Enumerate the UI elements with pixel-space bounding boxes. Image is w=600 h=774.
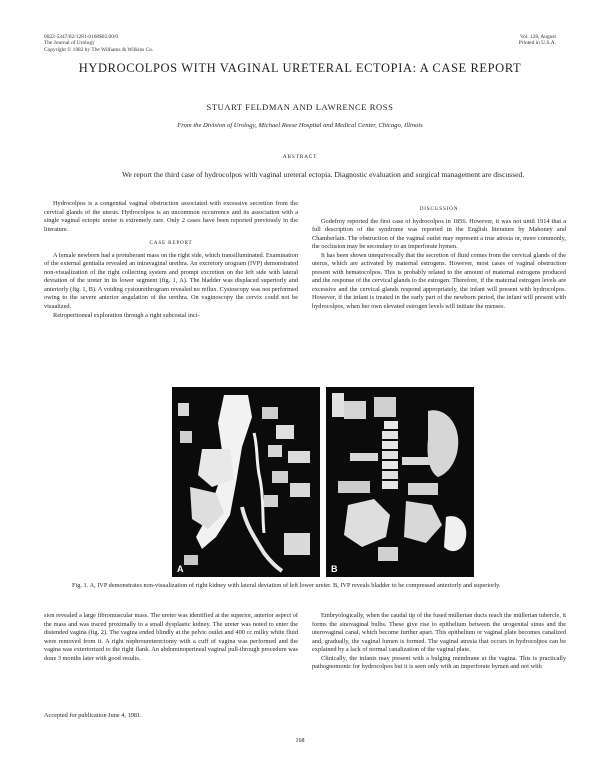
left-column-top (44, 200, 298, 320)
abstract-text: We report the third case of hydrocolpos with vaginal ureteral ectopia. Diagnostic evaluation and surgical management are discussed. (122, 170, 525, 179)
journal-issn: 0022-5347/82/1281-0168$02.00/0 (44, 34, 119, 40)
panel-label-a: A (177, 564, 184, 574)
discussion-paragraph: It has been shown unequivocally that the secretion of fluid comes from the cervical glands of the uterus, which are activated by maternal estrogens. However, most cases of vaginal obstruction present with hematocolpos. This is probably related to the amount of maternal estrogens produced and the response of the cervical glands to the estrogen. Therefore, if the maternal estrogen levels are excessive and the cervical glands respond appropriately, the infant will present with hydrocolpos. However, if the infant is treated in the early part of the newborn period, the infant will present with hydrocolpos, when her own elevated estrogen levels will initiate the menses. (312, 251, 566, 311)
printed-info: Printed in U.S.A. (518, 40, 556, 47)
affiliation: From the Division of Urology, Michael Reese Hospital and Medical Center, Chicago, Illinois (177, 122, 423, 129)
volume-header (519, 34, 556, 47)
case-report-heading: CASE REPORT (149, 240, 193, 247)
case-report-continued: sion revealed a large fibromuscular mass. The ureter was identified at the superior, anterior aspect of the mass and was traced proximally to a small dysplastic kidney. The ureter was noted to enter the distended vagina (fig. 2). The vagina ended blindly at the pelvic outlet and 400 cc milky white fluid were removed from it. A right nephroureterectomy with a cuff of vagina was performed and the vagina was exteriorized to the right flank. An abdominoperineal vaginal pull-through procedure was done 3 months later with good results. (44, 612, 298, 662)
acceptance-note: Accepted for publication June 4, 1981. (44, 712, 142, 719)
intro-paragraph: Hydrocolpos is a congenital vaginal obstruction associated with excessive secretion from the cervical glands of the uterus. Hydrocolpos is an uncommon occurrence and its association with a single vaginal ectopic ureter is extremely rare. Only 2 cases have been reported previously in the literature. (44, 200, 298, 233)
left-column-bottom (44, 612, 298, 663)
xray-image-b (326, 387, 474, 577)
case-report-paragraph: A female newborn had a protuberant mass on the right side, which transilluminated. Examination of the external genitalia revealed an intravaginal urethra. An excretory urogram (IVP) demonstrated non-visualization of the right collecting system and prompt excretion on the left side with lateral deviation of the ureter in its lower segment (fig. 1, A). The bladder was displaced superiorly and anteriorly (fig. 1, B). A voiding cystourethrogram revealed no reflux. Cystoscopy was not performed owing to the severe anterior angulation of the urethra. On vaginoscopy the cervix could not be visualized. (44, 251, 298, 311)
journal-copyright: Copyright © 1982 by The Williams & Wilkins Co. (44, 46, 154, 53)
author-list: STUART FELDMAN AND LAWRENCE ROSS (206, 102, 394, 112)
xray-image-a (172, 387, 320, 577)
paper-title: HYDROCOLPOS WITH VAGINAL URETERAL ECTOPIA: A CASE REPORT (78, 61, 522, 75)
right-column-top (312, 200, 566, 312)
discussion-heading: DISCUSSION (419, 206, 459, 212)
panel-label-b: B (331, 564, 338, 574)
volume-info: Vol. 128, August (519, 34, 556, 40)
xray-panel-a (172, 387, 320, 577)
discussion-paragraph: Godefroy reported the first case of hydrocolpos in 1856. However, it was not until 1914 that a full description of the syndrome was reported in the English literature by Mahoney and Chamberlain. The obstruction of the vaginal outlet may represent a true atresia or, more commonly, the occlusion may be secondary to an imperforate hymen. (312, 217, 566, 251)
case-report-paragraph: Retroperitoneal exploration through a right subcostal inci- (53, 311, 200, 319)
right-column-bottom (312, 612, 566, 672)
journal-header (44, 34, 153, 53)
journal-name: The Journal of Urology (44, 40, 95, 47)
figure-1 (172, 387, 474, 577)
xray-panel-b (326, 387, 474, 577)
clinical-paragraph: Clinically, the infants may present with a bulging membrane at the vagina. This is practically pathognomonic for hydrocolpos but it is seen only with an imperforate hymen and not with (312, 654, 566, 671)
embryology-paragraph: Embryologically, when the caudal tip of the fused müllerian ducts reach the müllerian tubercle, it forms the sinovaginal bulbs. These give rise to epithelium between the urogenital sinus and the uterovaginal canal, which become further apart. This epithelium or vaginal plate becomes canalized and, gradually, the vaginal lumen is formed. The vaginal atresia that occurs in hydrocolpos can be explained by a lack of normal canalization of the vaginal plate. (312, 612, 566, 654)
figure-caption: Fig. 1. A, IVP demonstrates non-visualization of right kidney with lateral deviation of left lower ureter. B, IVP reveals bladder to be compressed anteriorly and superiorly. (72, 582, 501, 589)
page-number: 168 (295, 738, 305, 744)
abstract-heading: ABSTRACT (282, 154, 318, 160)
